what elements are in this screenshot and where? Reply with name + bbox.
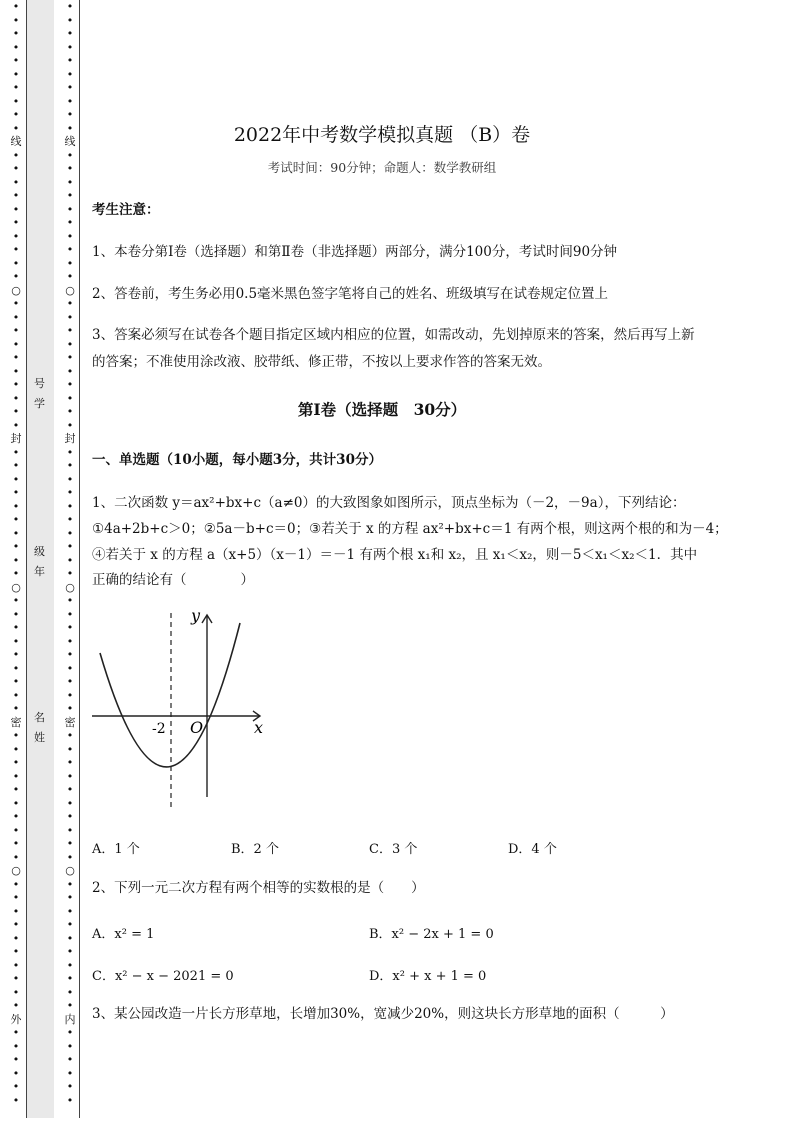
cut-line-dot: • [12, 175, 20, 189]
cut-line-dot: • [66, 229, 74, 243]
cut-line-dot: • [12, 837, 20, 850]
cut-line-dot: • [12, 310, 20, 324]
q2-option-a[interactable]: A．x² = 1 [92, 927, 155, 942]
cut-line-dot: • [12, 567, 20, 580]
cut-line-mark: ○ [11, 864, 21, 877]
cut-line-dot: • [12, 675, 20, 688]
cut-line-dot: • [66, 54, 74, 67]
cut-line-dot: • [66, 958, 74, 972]
q1-line-4: 正确的结论有（ ） [92, 572, 254, 588]
cut-line-dot: • [12, 364, 20, 378]
cut-line-dot: • [12, 229, 20, 243]
cut-line-dot: • [66, 175, 74, 189]
cut-line-dot: • [12, 661, 20, 675]
cut-line-dot: • [12, 418, 20, 432]
cut-line-dot: • [66, 40, 74, 54]
cut-line-dot: • [12, 445, 20, 459]
cut-line-dot: • [12, 189, 20, 202]
tick-label-minus-2: -2 [152, 721, 166, 737]
cut-line-dot: • [12, 607, 20, 621]
cut-line-dot: • [12, 742, 20, 756]
q2-stem: 2、下列一元二次方程有两个相等的实数根的是（ ） [92, 880, 425, 896]
cut-line-dot: • [12, 823, 20, 837]
cut-line-dot: • [66, 418, 74, 432]
cut-line-dot: • [12, 688, 20, 702]
x-axis-label: x [254, 718, 264, 737]
cut-line-dot: • [66, 162, 74, 175]
cut-line-dot: • [12, 648, 20, 661]
cut-line-dot: • [12, 256, 20, 270]
y-axis-label: y [191, 606, 201, 625]
cut-line-dot: • [66, 310, 74, 324]
field-label-char: 名 [34, 711, 45, 724]
cut-line-dot: • [12, 1039, 20, 1053]
cut-line-dot: • [66, 648, 74, 661]
cut-line-dot: • [12, 526, 20, 540]
cut-line-mark: 线 [10, 135, 22, 148]
q1-parabola-graph [90, 605, 270, 820]
cut-line-dot: • [66, 486, 74, 499]
q3-stem: 3、某公园改造一片长方形草地，长增加30%，宽减少20%，则这块长方形草地的面积（ ） [92, 1006, 674, 1022]
cut-line-dot: • [12, 54, 20, 67]
q2-option-c[interactable]: C．x² − x − 2021 = 0 [92, 969, 234, 984]
cut-line-mark: 外 [10, 1012, 22, 1026]
cut-line-mark: ○ [65, 283, 75, 297]
cut-line-dot: • [12, 162, 20, 175]
cut-line-dot: • [66, 540, 74, 553]
cut-line-dot: • [66, 567, 74, 580]
cut-line-dot: • [12, 459, 20, 472]
cut-line-dot: • [12, 513, 20, 526]
cut-line-dot: • [12, 931, 20, 945]
cut-line-dot: • [66, 634, 74, 648]
q1-option-a[interactable]: A．1 个 [92, 842, 140, 857]
cut-line-dot: • [12, 405, 20, 418]
cut-line-dot: • [12, 621, 20, 634]
cut-line-dot: • [66, 216, 74, 229]
cut-line-dot: • [12, 148, 20, 162]
field-label-char: 姓 [34, 731, 45, 744]
exam-title: 2022年中考数学模拟真题 （B）卷 [233, 124, 531, 146]
cut-line-dot: • [12, 756, 20, 769]
cut-line-dot: • [12, 783, 20, 796]
cut-line-mark: 内 [64, 1012, 76, 1026]
cut-line-dot: • [66, 378, 74, 391]
cut-line-dot: • [66, 243, 74, 256]
cut-line-dot: • [12, 553, 20, 567]
notice-item-1: 1、本卷分第Ⅰ卷（选择题）和第Ⅱ卷（非选择题）两部分，满分100分，考试时间90分钟 [92, 244, 618, 260]
cut-line-dot: • [12, 945, 20, 958]
cut-line-dot: • [66, 472, 74, 486]
cut-line-dot: • [12, 297, 20, 310]
cut-line-dot: • [12, 13, 20, 27]
cut-line-dot: • [66, 972, 74, 985]
cut-line-dot: • [66, 756, 74, 769]
cut-line-dot: • [66, 391, 74, 405]
cut-line-dot: • [66, 202, 74, 216]
cut-line-dot: • [12, 391, 20, 405]
cut-line-dot: • [12, 378, 20, 391]
cut-line-dot: • [66, 985, 74, 999]
cut-line-dot: • [12, 702, 20, 715]
cut-line-dot: • [66, 148, 74, 162]
cut-line-dot: • [66, 850, 74, 864]
cut-line-dot: • [12, 918, 20, 931]
notice-item-3-line1: 3、答案必须写在试卷各个题目指定区域内相应的位置，如需改动，先划掉原来的答案，然后再写上新 [92, 327, 695, 343]
cut-line-dot: • [66, 459, 74, 472]
cut-line-dot: • [66, 337, 74, 351]
cut-line-dot: • [66, 1026, 74, 1039]
origin-label: O [190, 718, 204, 737]
cut-line-dot: • [12, 270, 20, 283]
cut-line-dot: • [66, 189, 74, 202]
section-title: 第Ⅰ卷（选择题 30分） [297, 400, 467, 419]
field-label-char: 级 [34, 545, 45, 558]
cut-line-dot: • [66, 702, 74, 715]
cut-line-dot: • [12, 1066, 20, 1080]
cut-line-dot: • [66, 351, 74, 364]
cut-line-dot: • [12, 121, 20, 135]
cut-line-mark: 线 [64, 135, 76, 148]
cut-line-dot: • [12, 1053, 20, 1066]
notice-item-3-line2: 的答案；不准使用涂改液、胶带纸、修正带，不按以上要求作答的答案无效。 [92, 354, 551, 370]
cut-line-dot: • [66, 837, 74, 850]
q1-line-1: 1、二次函数 y＝ax²+bx+c（a≠0）的大致图象如图所示，顶点坐标为（－2，－9a），下列结论： [92, 495, 686, 511]
cut-line-mark: ○ [11, 283, 21, 297]
q1-line-3: ④若关于 x 的方程 a（x+5）（x－1）＝－1 有两个根 x₁和 x₂，且 x₁＜x₂，则－5＜x₁＜x₂＜1．其中 [92, 547, 698, 563]
cut-line-dot: • [66, 526, 74, 540]
cut-line-dot: • [66, 796, 74, 810]
cut-line-dot: • [12, 499, 20, 513]
cut-line-dot: • [12, 337, 20, 351]
cut-line-dot: • [66, 675, 74, 688]
cut-line-dot: • [66, 67, 74, 81]
cut-line-dot: • [12, 958, 20, 972]
q1-option-c[interactable]: C．3 个 [369, 842, 418, 857]
cut-line-dot: • [12, 850, 20, 864]
cut-line-dot: • [12, 904, 20, 918]
cut-line-dot: • [66, 688, 74, 702]
cut-line-dot: • [12, 985, 20, 999]
cut-line-dot: • [66, 904, 74, 918]
cut-line-dot: • [66, 594, 74, 607]
cut-line-dot: • [66, 499, 74, 513]
cut-line-dot: • [66, 607, 74, 621]
cut-line-dot: • [12, 1093, 20, 1107]
cut-line-dot: • [12, 810, 20, 823]
cut-line-mark: 密 [10, 715, 22, 729]
cut-line-mark: ○ [65, 580, 75, 594]
cut-line-dot: • [12, 243, 20, 256]
cut-line-mark: 封 [64, 432, 76, 445]
left-cut-line [6, 0, 26, 1123]
cut-line-dot: • [66, 877, 74, 891]
cut-line-dot: • [12, 1026, 20, 1039]
cut-line-mark: ○ [65, 864, 75, 877]
q2-option-b[interactable]: B．x² − 2x + 1 = 0 [369, 927, 494, 942]
cut-line-dot: • [12, 972, 20, 985]
cut-line-dot: • [66, 108, 74, 121]
cut-line-dot: • [12, 81, 20, 94]
cut-line-dot: • [66, 94, 74, 108]
cut-line-dot: • [66, 256, 74, 270]
q1-option-d[interactable]: D．4 个 [508, 842, 557, 857]
cut-line-dot: • [66, 945, 74, 958]
cut-line-dot: • [66, 1080, 74, 1093]
cut-line-dot: • [66, 27, 74, 40]
cut-line-dot: • [12, 0, 20, 13]
cut-line-dot: • [12, 40, 20, 54]
cut-line-dot: • [12, 999, 20, 1012]
cut-line-dot: • [12, 108, 20, 121]
cut-line-dot: • [12, 891, 20, 904]
cut-line-dot: • [66, 553, 74, 567]
cut-line-dot: • [12, 351, 20, 364]
cut-line-dot: • [66, 918, 74, 931]
q2-option-d[interactable]: D．x² + x + 1 = 0 [369, 969, 487, 984]
cut-line-dot: • [66, 729, 74, 742]
cut-line-dot: • [66, 364, 74, 378]
right-cut-line [60, 0, 80, 1123]
cut-line-dot: • [12, 472, 20, 486]
cut-line-dot: • [66, 1066, 74, 1080]
cut-line-dot: • [12, 216, 20, 229]
cut-line-dot: • [12, 877, 20, 891]
parabola-curve [100, 623, 240, 767]
field-label-char: 年 [34, 565, 45, 578]
cut-line-dot: • [66, 769, 74, 783]
exam-subtitle: 考试时间：90分钟；命题人：数学教研组 [267, 160, 497, 175]
q1-option-b[interactable]: B．2 个 [231, 842, 279, 857]
cut-line-dot: • [66, 297, 74, 310]
part1-heading: 一、单选题（10小题，每小题3分，共计30分） [92, 452, 382, 468]
cut-line-dot: • [12, 202, 20, 216]
cut-line-dot: • [12, 796, 20, 810]
cut-line-dot: • [66, 13, 74, 27]
cut-line-dot: • [12, 540, 20, 553]
cut-line-dot: • [66, 324, 74, 337]
cut-line-dot: • [66, 1039, 74, 1053]
cut-line-dot: • [12, 769, 20, 783]
cut-line-dot: • [66, 810, 74, 823]
cut-line-mark: 封 [10, 432, 22, 445]
cut-line-dot: • [66, 999, 74, 1012]
cut-line-dot: • [66, 0, 74, 13]
cut-line-dot: • [66, 81, 74, 94]
cut-line-dot: • [66, 823, 74, 837]
cut-line-mark: 密 [64, 715, 76, 729]
cut-line-dot: • [12, 324, 20, 337]
field-label-char: 学 [34, 397, 45, 410]
cut-line-dot: • [66, 1053, 74, 1066]
cut-line-dot: • [66, 891, 74, 904]
cut-line-dot: • [66, 513, 74, 526]
cut-line-dot: • [66, 783, 74, 796]
cut-line-dot: • [66, 742, 74, 756]
cut-line-mark: ○ [11, 580, 21, 594]
cut-line-dot: • [66, 1093, 74, 1107]
cut-line-dot: • [12, 67, 20, 81]
cut-line-dot: • [66, 121, 74, 135]
cut-line-dot: • [66, 270, 74, 283]
cut-line-dot: • [12, 729, 20, 742]
notice-item-2: 2、答卷前，考生务必用0.5毫米黑色签字笔将自己的姓名、班级填写在试卷规定位置上 [92, 286, 609, 302]
field-label-char: 号 [34, 377, 45, 390]
cut-line-dot: • [12, 634, 20, 648]
q1-line-2: ①4a+2b+c＞0；②5a－b+c＝0；③若关于 x 的方程 ax²+bx+c＝1 有两个根，则这两个根的和为－4； [92, 521, 728, 537]
cut-line-dot: • [66, 621, 74, 634]
cut-line-dot: • [12, 1080, 20, 1093]
cut-line-dot: • [12, 594, 20, 607]
cut-line-dot: • [66, 445, 74, 459]
cut-line-dot: • [12, 27, 20, 40]
notice-heading: 考生注意： [92, 202, 160, 218]
cut-line-dot: • [66, 661, 74, 675]
cut-line-dot: • [66, 931, 74, 945]
cut-line-dot: • [12, 94, 20, 108]
cut-line-dot: • [66, 405, 74, 418]
cut-line-dot: • [12, 486, 20, 499]
